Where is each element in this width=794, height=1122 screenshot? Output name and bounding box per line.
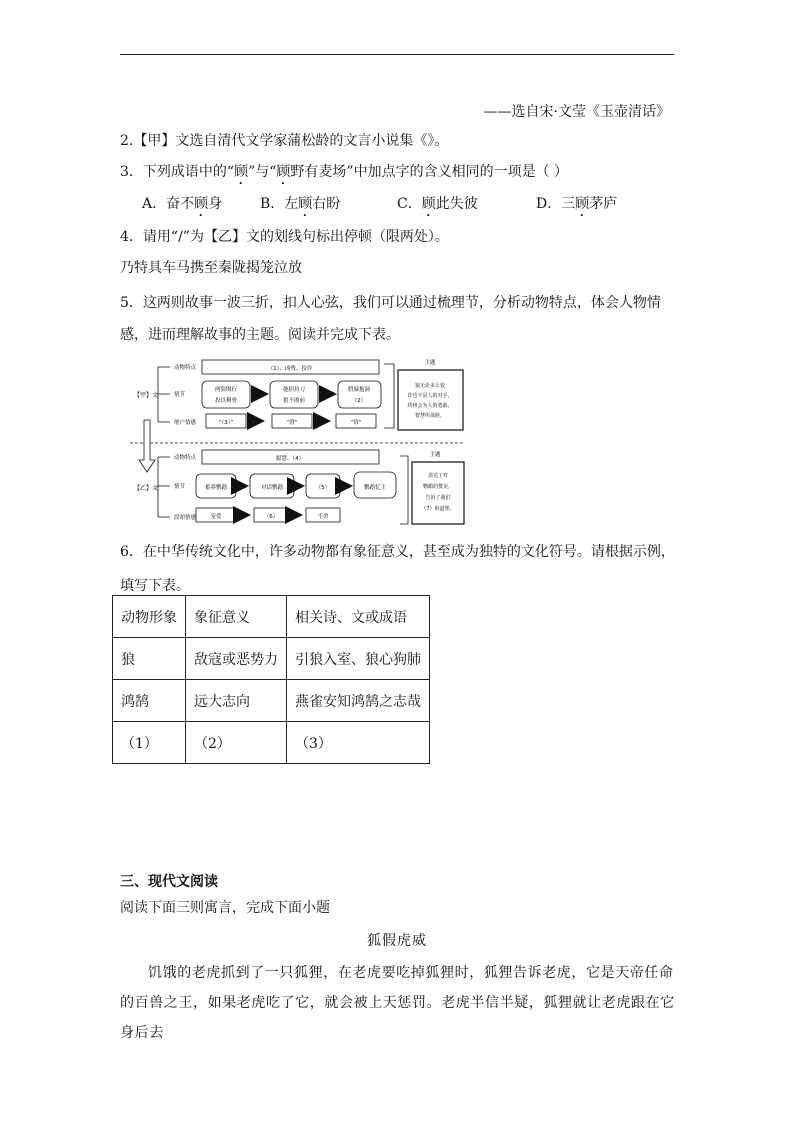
- jia-emotion-1: “（3）”: [218, 420, 234, 426]
- table-cell: 狼: [113, 638, 186, 680]
- yi-plot-3: （5）: [315, 485, 331, 491]
- table-cell: （2）: [186, 722, 287, 764]
- yi-plot-2: 对话鹦鹉: [260, 485, 284, 491]
- table-cell: 动物形象: [113, 596, 186, 638]
- q3-option-c: C．顾此失彼: [397, 196, 478, 212]
- yi-label: 【乙】文: [134, 485, 159, 492]
- table-cell: 相关诗、文或成语: [287, 596, 430, 638]
- question-5: 5．这两则故事一波三折，扣人心弦，我们可以通过梳理节，分析动物特点，体会人物情感，进而理解故事的主题。阅读并完成下表。: [120, 295, 661, 343]
- yi-theme-3: 告诉了我们: [425, 495, 451, 501]
- q3-option-a: A．奋不顾身: [142, 196, 223, 212]
- yi-emotion-1: 宠爱: [210, 514, 222, 520]
- table-cell: （3）: [287, 722, 430, 764]
- jia-plot-3a: 假寐抱洞: [347, 387, 371, 393]
- jia-row-animal: 动物特点: [174, 365, 197, 371]
- table-cell: 象征意义: [186, 596, 287, 638]
- yi-row-plot: 情节: [174, 484, 186, 490]
- yi-theme-4: （7）的道理。: [421, 506, 455, 512]
- jia-theme-2: 诈也不是人的对手，: [407, 393, 453, 399]
- jia-row-emotion: 屠户情感: [174, 420, 197, 426]
- q3-text-post: 野有麦场”中加点字的含义相同的一项是（ ）: [290, 164, 569, 180]
- fable-paragraph: 饥饿的老虎抓到了一只狐狸，在老虎要吃掉狐狸时，狐狸告诉老虎，它是天帝任命的百兽之王，如果老虎吃了它，就会被上天惩罚。老虎半信半疑，狐狸就让老虎跟在它身后去: [120, 965, 675, 1041]
- source-citation: ——选自宋·文莹《玉壶清话》: [483, 104, 670, 120]
- question-2: 2.【甲】文选自清代文学家蒲松龄的文言小说集《》。: [120, 133, 449, 149]
- jia-plot-1b: 投以剩骨: [214, 398, 238, 404]
- jia-theme-4: 智慧所战胜。: [414, 413, 446, 419]
- jia-plot-2a: 弛担持刀: [282, 387, 306, 393]
- q3-option-d: D．三顾茅庐: [536, 196, 618, 212]
- jia-emotion-3: “悟”: [350, 420, 362, 426]
- yi-row-emotion: 段却情感: [174, 515, 197, 521]
- jia-emotion-2: “窘”: [286, 420, 298, 426]
- question-6: 6．在中华传统文化中，许多动物都有象征意义，甚至成为独特的文化符号。请根据示例，填写下表。: [120, 544, 675, 594]
- yi-theme-1: 表达了对: [427, 473, 449, 479]
- table-cell: 燕雀安知鸿鹄之志哉: [287, 680, 430, 722]
- table-row: [113, 596, 430, 638]
- section-intro: 阅读下面三则寓言，完成下面小题: [120, 900, 330, 916]
- table-row: [113, 680, 430, 722]
- question-3: [120, 162, 568, 188]
- yi-theme-title: 主题: [429, 452, 441, 458]
- table-row: [113, 722, 430, 764]
- q3-dotted-char-2: 顾: [276, 164, 291, 180]
- jia-theme-title: 主题: [424, 360, 436, 366]
- table-cell: （1）: [113, 722, 186, 764]
- table-cell: 远大志向: [186, 680, 287, 722]
- q3-option-b: B．左顾右盼: [260, 196, 341, 212]
- jia-theme-1: 狼无论多么狡: [414, 383, 446, 389]
- yi-theme-2: 鹦鹉的赞美，: [422, 484, 454, 490]
- jia-trait: （1）、凶残、狡诈: [267, 366, 313, 372]
- yi-trait: 聪慧、（4）: [275, 456, 305, 462]
- table-cell: 敌寇或恶势力: [186, 638, 287, 680]
- fable-title: 狐假虎威: [367, 933, 427, 949]
- q3-dotted-char: 顾: [234, 164, 249, 180]
- jia-plot-2b: 狼不敢前: [282, 398, 306, 404]
- table-cell: 鸿鹄: [113, 680, 186, 722]
- q3-text-mid: ”与“: [248, 164, 277, 180]
- question-4-sentence: 乃特具车马携至秦陇揭笼泣放: [120, 260, 302, 276]
- table-row: [113, 638, 430, 680]
- jia-theme-3: 终将会为人的勇敢、: [407, 403, 453, 409]
- jia-plot-1a: 两狼缀行: [214, 387, 238, 393]
- yi-emotion-2: （6）: [263, 514, 279, 520]
- table-cell: 引狼入室、狼心狗肺: [287, 638, 430, 680]
- yi-emotion-3: 不舍: [317, 514, 329, 520]
- plot-diagram: [130, 352, 465, 530]
- yi-plot-4: 鹦鹉忆主: [363, 485, 387, 491]
- yi-plot-1: 蓄养鹦鹉: [204, 485, 228, 491]
- header-rule: [120, 54, 674, 55]
- yi-row-animal: 动物特点: [174, 455, 197, 461]
- q3-text-pre: 3．下列成语中的“: [120, 164, 235, 180]
- question-4: 4．请用“/”为【乙】文的划线句标出停顿（限两处）。: [120, 229, 449, 245]
- section-heading: 三、现代文阅读: [120, 874, 218, 890]
- jia-label: 【甲】文: [134, 392, 159, 399]
- symbol-table: [112, 595, 430, 764]
- jia-plot-3b: （2）: [351, 398, 367, 404]
- jia-row-plot: 情节: [174, 392, 186, 398]
